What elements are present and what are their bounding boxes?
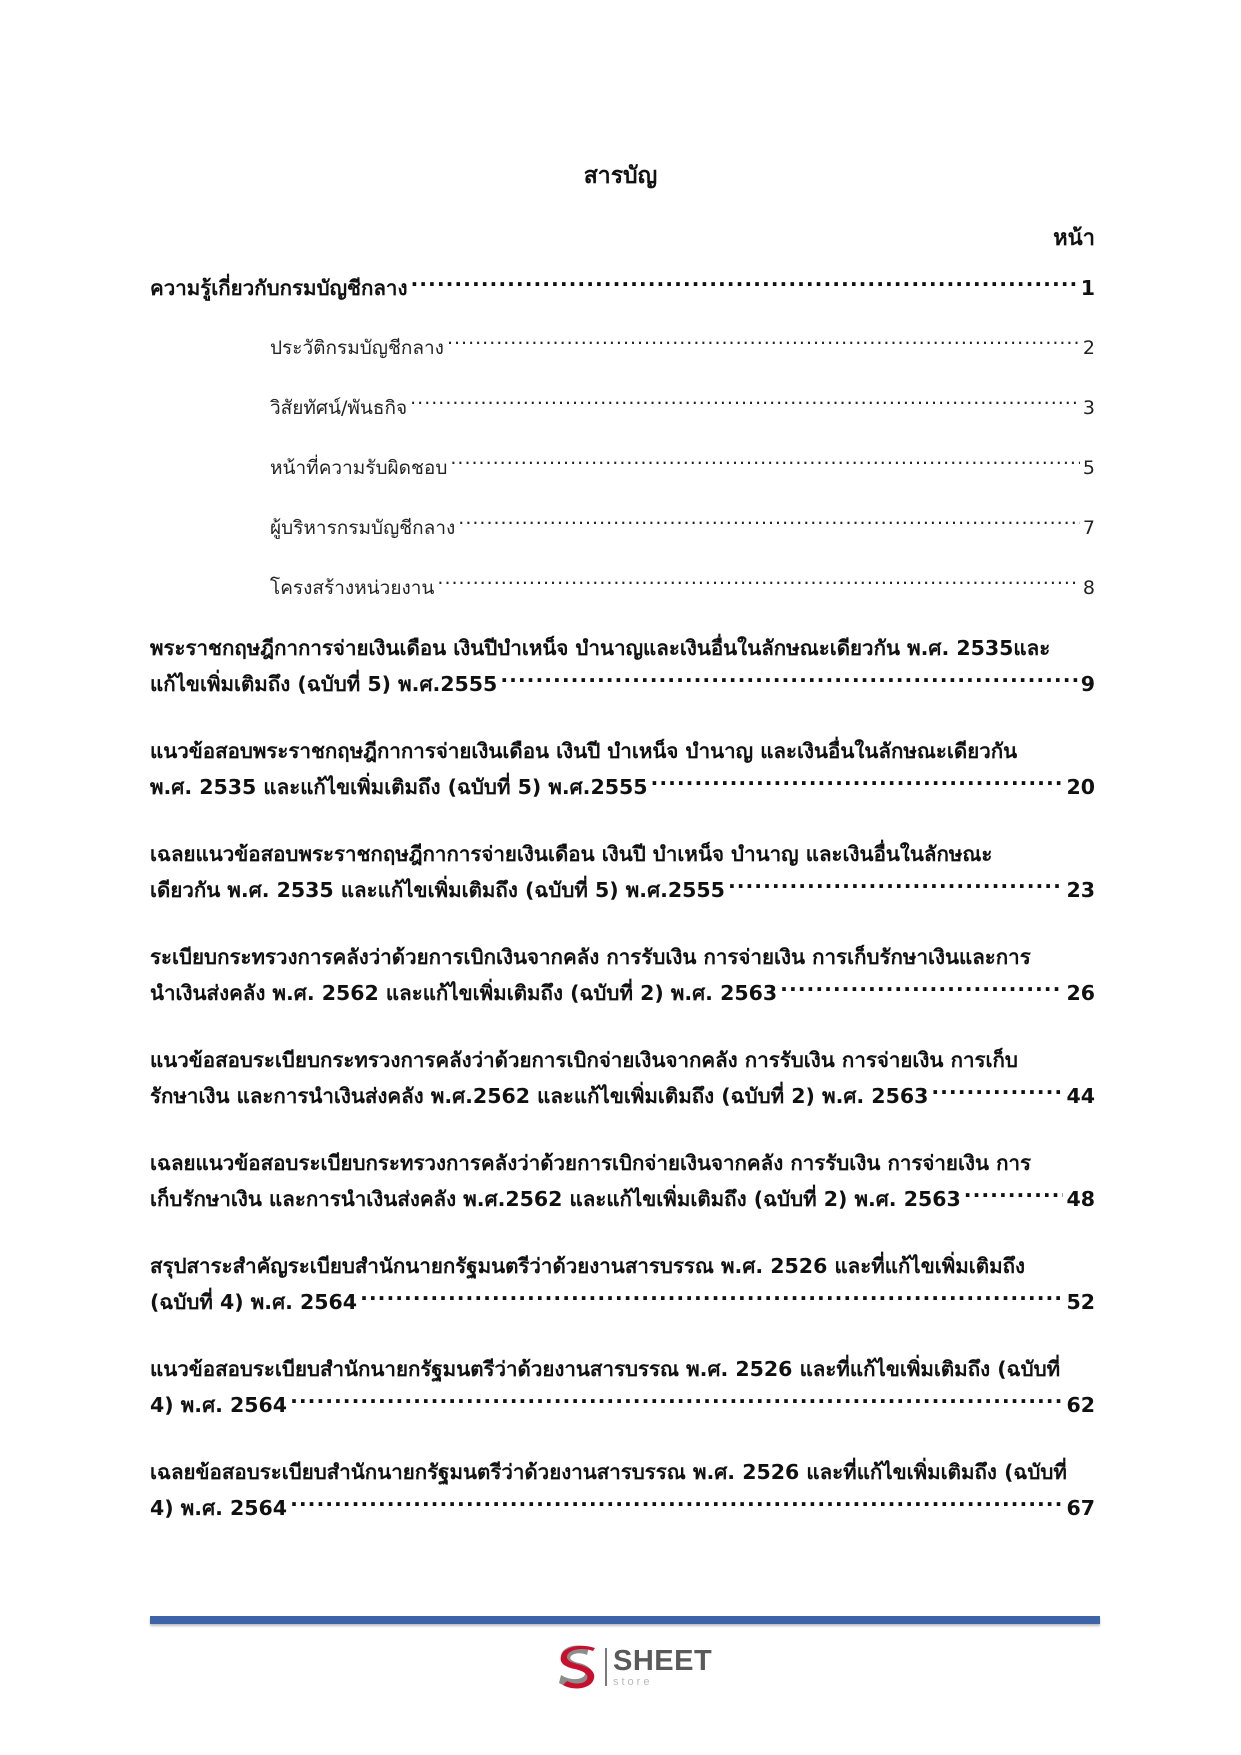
toc-entry-text-line: ระเบียบกระทรวงการคลังว่าด้วยการเบิกเงินจากคลัง การรับเงิน การจ่ายเงิน การเก็บรักษาเงินและการ <box>150 945 1031 969</box>
toc-entry-text-line: แนวข้อสอบระเบียบกระทรวงการคลังว่าด้วยการเบิกจ่ายเงินจากคลัง การรับเงิน การจ่ายเงิน การเก็บ <box>150 1048 1018 1072</box>
toc-page-number: 26 <box>1066 981 1095 1005</box>
dot-leader <box>728 877 1064 898</box>
toc-entry-text-line: แนวข้อสอบพระราชกฤษฎีกาการจ่ายเงินเดือน เงินปี บำเหน็จ บำนาญ และเงินอื่นในลักษณะเดียวกัน <box>150 739 1018 763</box>
toc-entry-row <box>150 769 1095 805</box>
toc-page-number: 52 <box>1066 1290 1095 1314</box>
toc-entry-text-line: 4) พ.ศ. 2564 <box>150 1393 288 1417</box>
dot-leader <box>931 1083 1063 1104</box>
toc-page-number: 9 <box>1080 672 1095 696</box>
toc-entry-text-line: พ.ศ. 2535 และแก้ไขเพิ่มเติมถึง (ฉบับที่ 5) พ.ศ.2555 <box>150 775 648 799</box>
page-column-label: หน้า <box>1053 226 1095 251</box>
toc-entry-row <box>150 1078 1095 1114</box>
toc-subentry <box>150 570 1095 606</box>
toc-entry-row <box>270 570 1095 606</box>
toc-entry-text-line: ความรู้เกี่ยวกับกรมบัญชีกลาง <box>150 276 408 300</box>
toc-entry <box>150 836 1095 908</box>
toc-entry-row <box>150 1284 1095 1320</box>
dot-leader <box>450 455 1080 474</box>
toc-page-number: 5 <box>1082 457 1095 479</box>
toc-entry <box>150 939 1095 1011</box>
toc-entry-row <box>150 270 1095 306</box>
toc-subentry <box>150 450 1095 486</box>
toc-subentry <box>150 510 1095 546</box>
dot-leader <box>458 515 1080 534</box>
toc-entry-row <box>150 1181 1095 1217</box>
table-of-contents <box>150 270 1095 1557</box>
toc-page-number: 2 <box>1082 337 1095 359</box>
toc-entry <box>150 733 1095 805</box>
toc-entry-text-line: พระราชกฤษฎีกาการจ่ายเงินเดือน เงินปีบำเหน็จ บำนาญและเงินอื่นในลักษณะเดียวกัน พ.ศ. 2535และ <box>150 636 1051 660</box>
dot-leader <box>780 980 1063 1001</box>
toc-entry-text-line: เฉลยแนวข้อสอบพระราชกฤษฎีกาการจ่ายเงินเดือน เงินปี บำเหน็จ บำนาญ และเงินอื่นในลักษณะ <box>150 842 993 866</box>
toc-entry-row <box>270 390 1095 426</box>
toc-entry <box>150 1145 1095 1217</box>
toc-page-number: 62 <box>1066 1393 1095 1417</box>
dot-leader <box>410 275 1077 296</box>
toc-entry-row <box>270 450 1095 486</box>
toc-entry-text-line: เฉลยข้อสอบระเบียบสำนักนายกรัฐมนตรีว่าด้วยงานสารบรรณ พ.ศ. 2526 และที่แก้ไขเพิ่มเติมถึง (ฉบับที่ <box>150 1460 1067 1484</box>
toc-entry-text-line: (ฉบับที่ 4) พ.ศ. 2564 <box>150 1290 358 1314</box>
dot-leader <box>964 1186 1064 1207</box>
dot-leader <box>290 1495 1063 1516</box>
toc-page-number: 3 <box>1082 397 1095 419</box>
toc-entry-row <box>150 1490 1095 1526</box>
dot-leader <box>500 671 1077 692</box>
toc-page-number: 67 <box>1066 1496 1095 1520</box>
toc-page-number: 7 <box>1082 517 1095 539</box>
toc-entry-text-line: 4) พ.ศ. 2564 <box>150 1496 288 1520</box>
toc-entry-text-line: สรุปสาระสำคัญระเบียบสำนักนายกรัฐมนตรีว่าด้วยงานสารบรรณ พ.ศ. 2526 และที่แก้ไขเพิ่มเติมถึง <box>150 1254 1026 1278</box>
toc-entry <box>150 1454 1095 1526</box>
toc-subentry <box>150 390 1095 426</box>
toc-entry-text-line: โครงสร้างหน่วยงาน <box>270 577 435 599</box>
toc-entry-text-line: หน้าที่ความรับผิดชอบ <box>270 457 448 479</box>
toc-entry-text-line: รักษาเงิน และการนำเงินส่งคลัง พ.ศ.2562 และแก้ไขเพิ่มเติมถึง (ฉบับที่ 2) พ.ศ. 2563 <box>150 1084 929 1108</box>
toc-page-number: 1 <box>1080 276 1095 300</box>
logo-wordmark: SHEET <box>613 1644 713 1677</box>
toc-entry-text-line: นำเงินส่งคลัง พ.ศ. 2562 และแก้ไขเพิ่มเติมถึง (ฉบับที่ 2) พ.ศ. 2563 <box>150 981 778 1005</box>
toc-entry-row <box>150 872 1095 908</box>
dot-leader <box>360 1289 1063 1310</box>
dot-leader <box>437 575 1080 594</box>
toc-entry <box>150 1042 1095 1114</box>
toc-page-number: 23 <box>1066 878 1095 902</box>
toc-entry <box>150 270 1095 306</box>
toc-entry-text-line: ผู้บริหารกรมบัญชีกลาง <box>270 517 456 539</box>
toc-entry <box>150 630 1095 702</box>
toc-entry-text-line: วิสัยทัศน์/พันธกิจ <box>270 397 408 419</box>
toc-page-number: 8 <box>1082 577 1095 599</box>
toc-entry-text-line: เดียวกัน พ.ศ. 2535 และแก้ไขเพิ่มเติมถึง (ฉบับที่ 5) พ.ศ.2555 <box>150 878 725 902</box>
toc-entry-row <box>150 1387 1095 1423</box>
logo-subtext: store <box>613 1675 653 1688</box>
toc-entry <box>150 1248 1095 1320</box>
sheet-store-logo-icon <box>553 1641 601 1693</box>
sheet-store-logo <box>553 1641 712 1693</box>
dot-leader <box>290 1392 1063 1413</box>
toc-entry-text-line: แก้ไขเพิ่มเติมถึง (ฉบับที่ 5) พ.ศ.2555 <box>150 672 498 696</box>
toc-entry-row <box>150 666 1095 702</box>
logo-divider <box>605 1648 607 1686</box>
dot-leader <box>410 395 1080 414</box>
dot-leader <box>651 774 1064 795</box>
page-title: สารบัญ <box>583 163 658 189</box>
toc-entry-text-line: ประวัติกรมบัญชีกลาง <box>270 337 444 359</box>
toc-entry <box>150 1351 1095 1423</box>
toc-page-number: 44 <box>1066 1084 1095 1108</box>
footer-rule <box>150 1616 1100 1624</box>
toc-entry-text-line: แนวข้อสอบระเบียบสำนักนายกรัฐมนตรีว่าด้วยงานสารบรรณ พ.ศ. 2526 และที่แก้ไขเพิ่มเติมถึง (ฉบับที่ <box>150 1357 1061 1381</box>
toc-entry-row <box>270 330 1095 366</box>
toc-page-number: 20 <box>1066 775 1095 799</box>
toc-entry-text-line: เฉลยแนวข้อสอบระเบียบกระทรวงการคลังว่าด้วยการเบิกจ่ายเงินจากคลัง การรับเงิน การจ่ายเงิน การ <box>150 1151 1032 1175</box>
toc-subentry <box>150 330 1095 366</box>
toc-entry-row <box>270 510 1095 546</box>
toc-entry-row <box>150 975 1095 1011</box>
toc-page-number: 48 <box>1066 1187 1095 1211</box>
dot-leader <box>447 335 1080 354</box>
toc-entry-text-line: เก็บรักษาเงิน และการนำเงินส่งคลัง พ.ศ.2562 และแก้ไขเพิ่มเติมถึง (ฉบับที่ 2) พ.ศ. 2563 <box>150 1187 961 1211</box>
